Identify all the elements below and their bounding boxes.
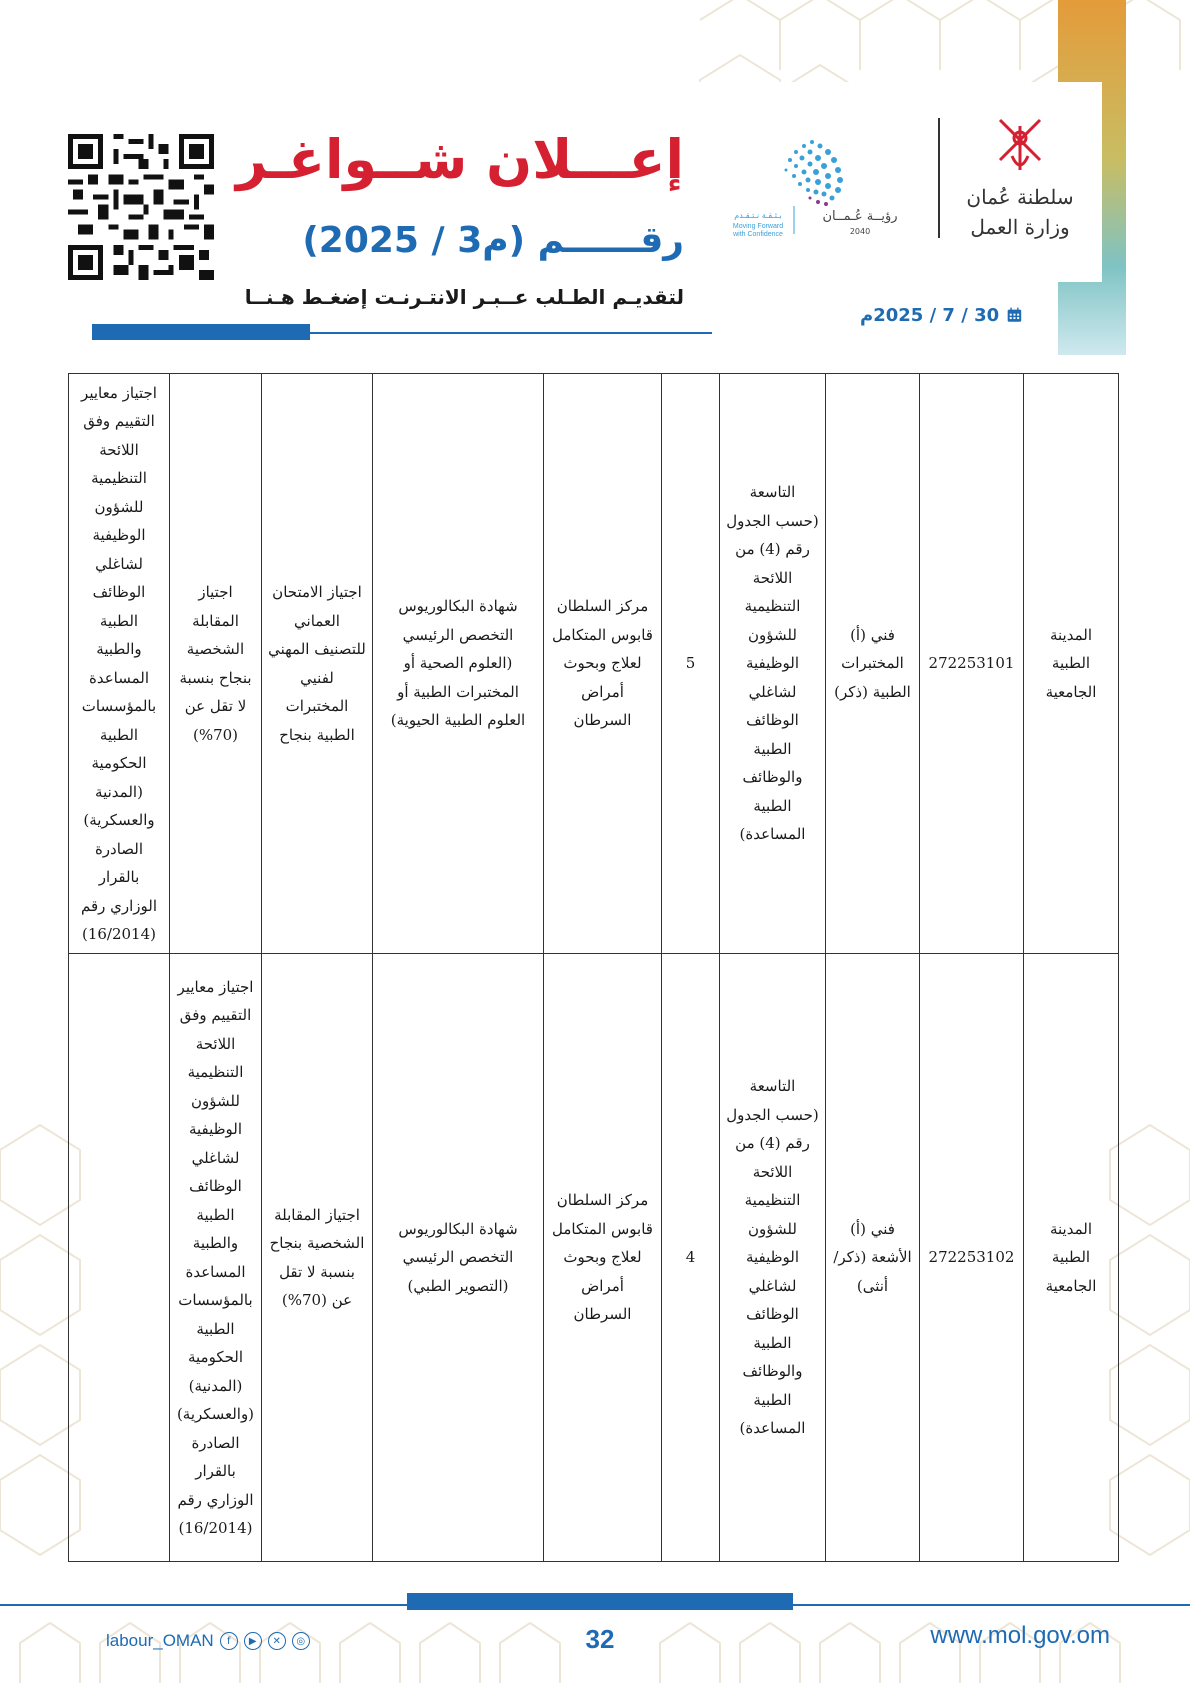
footer-rule	[0, 1604, 1190, 1606]
job-code-cell: 272253101	[920, 374, 1024, 954]
calendar-icon	[1007, 304, 1022, 326]
date-text: 30 / 7 / 2025م	[860, 304, 1000, 326]
footer-accent-bar	[407, 1593, 793, 1610]
ministry-line-1: سلطنة عُمان	[966, 185, 1074, 209]
employer-cell: المدينة الطبية الجامعية	[1024, 374, 1119, 954]
ministry-line-2: وزارة العمل	[970, 215, 1070, 239]
youtube-icon[interactable]: ▶	[244, 1632, 262, 1650]
table-row	[69, 374, 1119, 954]
vision-text: رؤيــة عُـمــان	[822, 209, 898, 224]
social-handle: labour_OMAN	[106, 1631, 214, 1650]
apply-online-link[interactable]: لتقديـم الطـلب عــبـر الانتـرنـت إضغـط هـنــا	[244, 285, 684, 309]
announcement-date	[860, 302, 1022, 328]
x-twitter-icon[interactable]: ✕	[268, 1632, 286, 1650]
instagram-icon[interactable]: ◎	[292, 1632, 310, 1650]
employer-cell: المدينة الطبية الجامعية	[1024, 954, 1119, 1562]
vision-year: 2040	[849, 227, 871, 236]
work-location-cell: مركز السلطان قابوس المتكامل لعلاج وبحوث أمراض السرطان	[544, 374, 662, 954]
announcement-title: إعـــلان شــواغـر	[236, 128, 684, 191]
title-rule	[310, 332, 712, 334]
qualification-cell: شهادة البكالوريوس التخصص الرئيسي (العلوم الصحية أو المختبرات الطبية أو العلوم الطبية الحيوية)	[373, 374, 544, 954]
requirement-cell: اجتياز الامتحان العماني للتصنيف المهني لفنيي المختبرات الطبية بنجاح	[262, 374, 373, 954]
vacancies-table	[68, 373, 1119, 1562]
vision-tag-ar: بـثـقـة نـتـقـدم	[734, 211, 782, 220]
requirement-cell: اجتياز المقابلة الشخصية بنجاح بنسبة لا تقل عن (70%)	[170, 374, 262, 954]
announcement-number: رقــــــم (م3 / 2025)	[302, 220, 684, 261]
qr-code-icon[interactable]	[68, 134, 214, 280]
website-link[interactable]: www.mol.gov.om	[930, 1622, 1110, 1649]
job-code-cell: 272253102	[920, 954, 1024, 1562]
table-row	[69, 954, 1119, 1562]
job-title-cell: فني (أ) الأشعة (ذكر/ أنثى)	[826, 954, 920, 1562]
qualification-cell: شهادة البكالوريوس التخصص الرئيسي (التصوير الطبي)	[373, 954, 544, 1562]
logo-divider	[938, 118, 940, 238]
requirement-cell: اجتياز المقابلة الشخصية بنجاح بنسبة لا تقل عن (70%)	[262, 954, 373, 1562]
oman-vision-2040-logo	[724, 134, 910, 244]
grade-cell: التاسعة (حسب الجدول رقم (4) من اللائحة التنظيمية للشؤون الوظيفية لشاغلي الوظائف الطبية والوظائف الطبية المساعدة)	[720, 374, 826, 954]
work-location-cell: مركز السلطان قابوس المتكامل لعلاج وبحوث أمراض السرطان	[544, 954, 662, 1562]
facebook-icon[interactable]: f	[220, 1632, 238, 1650]
grade-cell: التاسعة (حسب الجدول رقم (4) من اللائحة التنظيمية للشؤون الوظيفية لشاغلي الوظائف الطبية والوظائف الطبية المساعدة)	[720, 954, 826, 1562]
vision-tag-en1: Moving Forward	[732, 223, 784, 230]
requirement-cell: اجتياز معايير التقييم وفق اللائحة التنظيمية للشؤون الوظيفية لشاغلي الوظائف الطبية والطبية المساعدة بالمؤسسات الطبية الحكومية (المدنية) (والعسكرية) الصادرة بالقرار الوزاري رقم (16/2014)	[170, 954, 262, 1562]
requirement-cell: اجتياز معايير التقييم وفق اللائحة التنظيمية للشؤون الوظيفية لشاغلي الوظائف الطبية والطبية المساعدة بالمؤسسات الطبية الحكومية (المدنية والعسكرية) الصادرة بالقرار الوزاري رقم (16/2014)	[69, 374, 170, 954]
vision-tag-en2: with Confidence	[733, 231, 783, 238]
vacancy-count-cell: 4	[662, 954, 720, 1562]
ministry-of-labour-logo	[956, 112, 1084, 246]
job-title-cell: فني (أ) المختبرات الطبية (ذكر)	[826, 374, 920, 954]
page-number: 32	[585, 1624, 615, 1654]
requirement-cell	[69, 954, 170, 1562]
social-links	[106, 1630, 310, 1652]
title-underline	[92, 324, 310, 340]
vacancy-count-cell: 5	[662, 374, 720, 954]
